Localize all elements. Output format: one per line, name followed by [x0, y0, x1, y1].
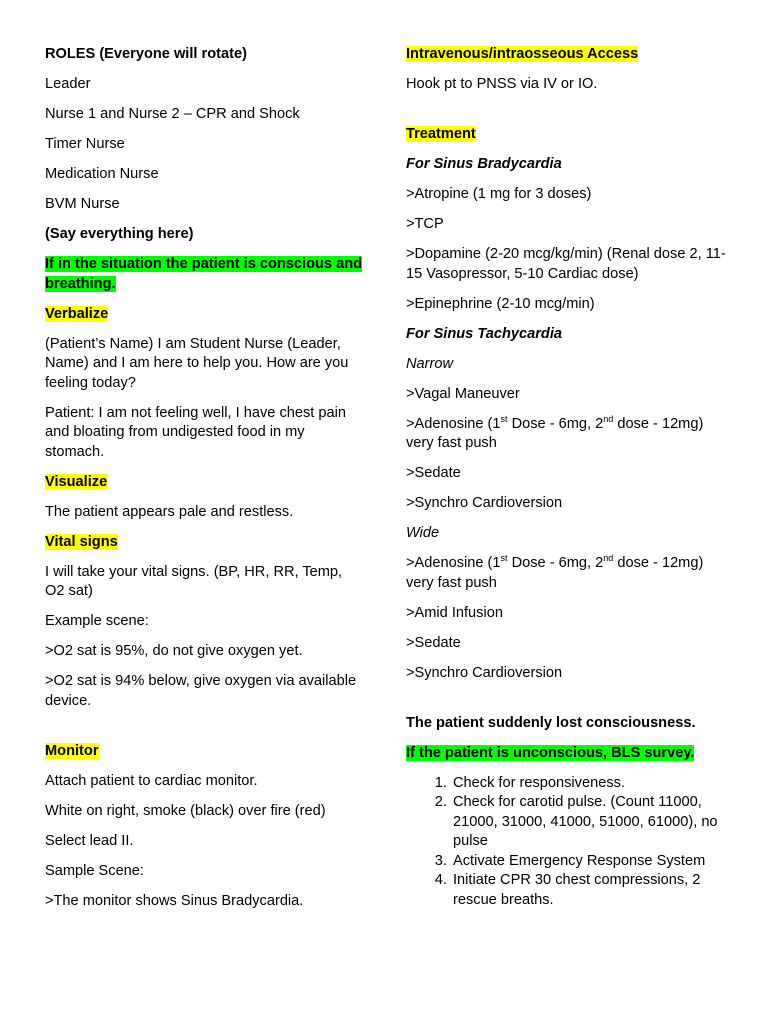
- role-leader: Leader: [45, 76, 91, 92]
- left-column: [45, 45, 365, 922]
- wide-label: Wide: [406, 525, 440, 541]
- amid-infusion: >Amid Infusion: [406, 604, 503, 621]
- bls-step: 1. Check for responsiveness.: [451, 774, 726, 794]
- tachycardia-heading: For Sinus Tachycardia: [406, 325, 562, 342]
- visualize-heading: Visualize: [45, 473, 108, 490]
- bradycardia-heading: For Sinus Bradycardia: [406, 156, 562, 172]
- vitals-heading-para: [45, 533, 365, 553]
- treatment-heading-para: [406, 125, 726, 145]
- sedate-narrow: >Sedate: [406, 465, 461, 481]
- bls-step: 3. Activate Emergency Response System: [451, 852, 726, 872]
- monitor-lead-ii: Select lead II.: [45, 832, 134, 849]
- verbalize-text: (Patient’s Name) I am Student Nurse (Leader, Name) and I am here to help you. How are you feeling today?: [45, 335, 349, 391]
- o2-95-scene: >O2 sat is 95%, do not give oxygen yet.: [45, 643, 303, 659]
- bls-steps-list: [406, 774, 726, 911]
- verbalize-heading-para: [45, 305, 365, 325]
- section-spacer: [406, 694, 726, 714]
- narrow-label: Narrow: [406, 355, 454, 372]
- section-spacer: [406, 105, 726, 125]
- access-heading: Intravenous/intraosseous Access: [406, 46, 639, 62]
- conscious-heading: If in the situation the patient is conscious and breathing.: [45, 256, 363, 292]
- brady-tcp: >TCP: [406, 216, 444, 232]
- example-scene-label: Example scene:: [45, 613, 149, 629]
- say-everything-note: (Say everything here): [45, 226, 194, 242]
- monitor-shows: >The monitor shows Sinus Bradycardia.: [45, 892, 304, 909]
- vagal-maneuver: >Vagal Maneuver: [406, 385, 520, 402]
- o2-94-scene: >O2 sat is 94% below, give oxygen via available device.: [45, 673, 357, 709]
- roles-heading: ROLES (Everyone will rotate): [45, 46, 247, 62]
- monitor-leads: White on right, smoke (black) over fire (red): [45, 802, 326, 819]
- adenosine-wide: >Adenosine (1st Dose - 6mg, 2nd dose - 12mg) very fast push: [406, 553, 704, 591]
- treatment-heading: Treatment: [406, 126, 476, 142]
- brady-dopamine: >Dopamine (2-20 mcg/kg/min) (Renal dose 2, 11-15 Vasopressor, 5-10 Cardiac dose): [406, 246, 726, 282]
- conscious-heading-para: [45, 255, 365, 294]
- right-column: [406, 45, 726, 910]
- visualize-text: The patient appears pale and restless.: [45, 503, 294, 520]
- role-timer-nurse: Timer Nurse: [45, 136, 125, 152]
- vitals-heading: Vital signs: [45, 533, 118, 550]
- brady-atropine: >Atropine (1 mg for 3 doses): [406, 186, 592, 202]
- vitals-text: I will take your vital signs. (BP, HR, RR, Temp, O2 sat): [45, 563, 343, 599]
- access-text: Hook pt to PNSS via IV or IO.: [406, 76, 598, 92]
- lost-consciousness: The patient suddenly lost consciousness.: [406, 714, 696, 731]
- bls-heading: If the patient is unconscious, BLS survey.: [406, 744, 695, 761]
- synchro-wide: >Synchro Cardioversion: [406, 664, 563, 681]
- monitor-heading-para: [45, 742, 365, 762]
- visualize-heading-para: [45, 473, 365, 493]
- patient-reply: Patient: I am not feeling well, I have chest pain and bloating from undigested food in my stomach.: [45, 404, 346, 460]
- monitor-attach: Attach patient to cardiac monitor.: [45, 772, 258, 789]
- role-bvm-nurse: BVM Nurse: [45, 196, 120, 212]
- sedate-wide: >Sedate: [406, 634, 461, 651]
- bls-heading-para: [406, 744, 726, 764]
- bls-step: 4. Initiate CPR 30 chest compressions, 2 rescue breaths.: [451, 871, 726, 910]
- section-spacer: [45, 722, 365, 742]
- adenosine-narrow: >Adenosine (1st Dose - 6mg, 2nd dose - 12mg) very fast push: [406, 413, 704, 451]
- role-medication-nurse: Medication Nurse: [45, 166, 159, 182]
- verbalize-heading: Verbalize: [45, 305, 109, 322]
- sample-scene-label: Sample Scene:: [45, 862, 144, 879]
- access-heading-para: [406, 45, 726, 65]
- synchro-narrow: >Synchro Cardioversion: [406, 495, 563, 511]
- monitor-heading: Monitor: [45, 742, 99, 759]
- brady-epinephrine: >Epinephrine (2-10 mcg/min): [406, 295, 595, 312]
- role-cpr-nurses: Nurse 1 and Nurse 2 – CPR and Shock: [45, 106, 300, 122]
- bls-step: 2. Check for carotid pulse. (Count 11000, 21000, 31000, 41000, 51000, 61000), no pulse: [451, 793, 726, 852]
